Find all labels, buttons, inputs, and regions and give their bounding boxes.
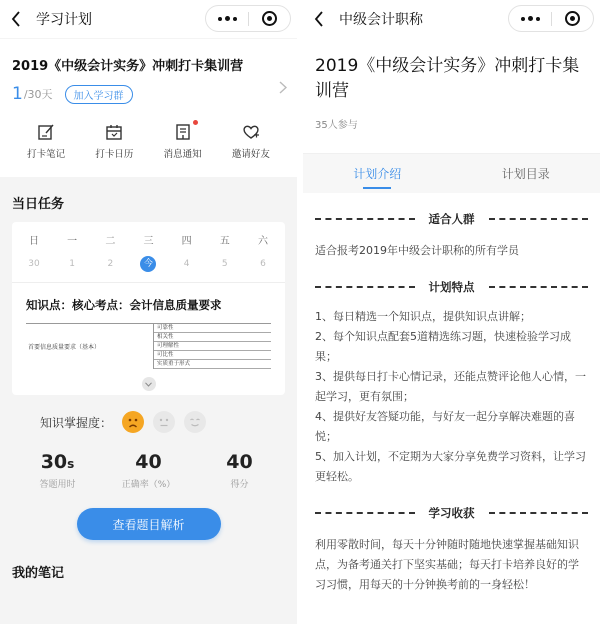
progress-current: 1 xyxy=(12,84,23,104)
feature-list xyxy=(303,307,600,487)
target-icon xyxy=(262,11,277,26)
plan-title: 2019《中级会计实务》冲刺打卡集训营 xyxy=(315,56,580,101)
date-cell[interactable]: 6 xyxy=(260,259,266,269)
stat-value: 40 xyxy=(135,451,162,473)
section-heading-text: 学习收获 xyxy=(428,506,475,520)
camp-title: 2019《中级会计实务》冲刺打卡集训营 xyxy=(12,59,244,74)
weekday: 五 xyxy=(219,236,230,247)
my-notes-title: 我的笔记 xyxy=(12,566,65,581)
list-item: 3、提供每日打卡心情记录，还能点赞评论他人心情，一起学习，更有氛围； xyxy=(315,370,586,403)
expand-button[interactable] xyxy=(12,369,285,395)
tool-label: 消息通知 xyxy=(163,149,202,160)
tool-notification[interactable] xyxy=(152,122,214,160)
weekday: 六 xyxy=(257,236,268,247)
mastery-label: 知识掌握度： xyxy=(40,415,113,430)
paragraph: 利用零散时间，每天十分钟随时随地快速掌握基础知识点，为备考通关打下坚实基础；每天打卡培养良好的学习习惯，用每天的十分钟换考前的一身轻松！ xyxy=(315,538,579,591)
back-button[interactable] xyxy=(8,9,24,29)
progress-row xyxy=(12,84,285,104)
list-item: 2、每个知识点配套5道精选练习题，快速检验学习成果； xyxy=(315,330,571,363)
table-cell: 可理解性 xyxy=(154,342,271,351)
table-cell: 相关性 xyxy=(154,333,271,342)
table-cell: 首要信息质量要求（基本） xyxy=(26,324,154,369)
date-cell[interactable]: 5 xyxy=(221,259,228,269)
participants-count: 35人参与 xyxy=(315,120,358,131)
date-cell[interactable]: 30 xyxy=(28,259,40,269)
nav-title: 中级会计职称 xyxy=(339,12,423,28)
close-miniprogram-button[interactable] xyxy=(249,6,290,31)
list-item: 1、每日精选一个知识点，提供知识点讲解； xyxy=(315,310,531,323)
task-card xyxy=(12,222,285,395)
nav-bar xyxy=(303,0,600,38)
weekday: 二 xyxy=(105,236,116,247)
date-cell[interactable]: 2 xyxy=(107,259,114,269)
miniprogram-capsule xyxy=(205,5,291,32)
paragraph: 适合报考2019年中级会计职称的所有学员 xyxy=(315,244,519,257)
view-analysis-button[interactable]: 查看题目解析 xyxy=(77,508,221,540)
tool-calendar[interactable] xyxy=(83,122,145,160)
join-group-button[interactable]: 加入学习群 xyxy=(65,85,133,104)
stat-score xyxy=(205,451,275,490)
weekday: 三 xyxy=(143,236,154,247)
table-cell: 可比性 xyxy=(154,351,271,360)
weekday: 一 xyxy=(67,236,78,247)
toolbar xyxy=(12,122,285,160)
tool-checkin-note[interactable] xyxy=(15,122,77,160)
notification-icon xyxy=(173,122,193,142)
tab-bar xyxy=(303,153,600,193)
chevron-right-icon xyxy=(279,79,287,98)
table-cell: 可靠性 xyxy=(154,324,271,333)
unread-dot xyxy=(193,120,198,125)
table-cell: 实质重于形式 xyxy=(154,360,271,369)
knowledge-table xyxy=(26,323,271,369)
stat-label: 得分 xyxy=(230,480,249,490)
date-row xyxy=(12,247,285,282)
more-button[interactable] xyxy=(509,6,551,31)
knowledge-point-title: 知识点：核心考点：会计信息质量要求 xyxy=(26,298,222,312)
weekday: 日 xyxy=(29,236,39,247)
progress-total: /30天 xyxy=(23,88,53,101)
smile-face-icon[interactable] xyxy=(184,411,206,433)
tool-label: 打卡笔记 xyxy=(27,149,66,160)
camp-card[interactable] xyxy=(0,39,297,177)
plan-header xyxy=(303,38,600,131)
stat-label: 正确率（%） xyxy=(121,480,176,490)
stat-value: 30 xyxy=(40,451,68,473)
more-button[interactable] xyxy=(206,6,248,31)
nav-bar xyxy=(0,0,297,38)
week-header xyxy=(12,222,285,247)
target-icon xyxy=(565,11,580,26)
tool-invite[interactable] xyxy=(220,122,282,160)
chevron-left-icon xyxy=(11,11,21,27)
section-heading xyxy=(303,505,600,521)
date-cell-today[interactable]: 今 xyxy=(140,256,156,272)
stat-time xyxy=(23,451,93,490)
checkin-note-icon xyxy=(36,122,56,142)
tool-label: 邀请好友 xyxy=(231,149,270,160)
nav-title: 学习计划 xyxy=(36,12,92,28)
chevron-left-icon xyxy=(314,11,324,27)
date-cell[interactable]: 1 xyxy=(69,259,76,269)
back-button[interactable] xyxy=(311,9,327,29)
stat-unit: s xyxy=(67,457,75,471)
mastery-row xyxy=(0,395,297,433)
date-cell[interactable]: 4 xyxy=(183,259,190,269)
study-plan-screen xyxy=(0,0,297,624)
chevron-down-icon xyxy=(145,382,152,387)
tab-plan-intro[interactable]: 计划介绍 xyxy=(303,154,452,193)
plan-detail-screen xyxy=(303,0,600,624)
neutral-face-icon[interactable] xyxy=(153,411,175,433)
section-heading-text: 适合人群 xyxy=(428,212,475,226)
miniprogram-capsule xyxy=(508,5,594,32)
tab-plan-catalog[interactable]: 计划目录 xyxy=(501,167,550,181)
section-heading xyxy=(303,279,600,295)
close-miniprogram-button[interactable] xyxy=(552,6,593,31)
section-heading xyxy=(303,211,600,227)
list-item: 5、加入计划，不定期为大家分享免费学习资料，让学习更轻松。 xyxy=(315,450,586,483)
today-task-title: 当日任务 xyxy=(12,197,65,212)
stat-accuracy xyxy=(114,451,184,490)
section-heading-text: 计划特点 xyxy=(428,280,475,294)
calendar-icon xyxy=(104,122,124,142)
list-item: 4、提供好友答疑功能，与好友一起分享解决难题的喜悦； xyxy=(315,410,575,443)
weekday: 四 xyxy=(181,236,192,247)
stats-row xyxy=(0,433,297,490)
invite-friend-icon xyxy=(241,122,261,142)
stat-label: 答题用时 xyxy=(39,480,76,490)
sad-face-icon[interactable] xyxy=(122,411,144,433)
tool-label: 打卡日历 xyxy=(95,149,134,160)
stat-value: 40 xyxy=(226,451,253,473)
